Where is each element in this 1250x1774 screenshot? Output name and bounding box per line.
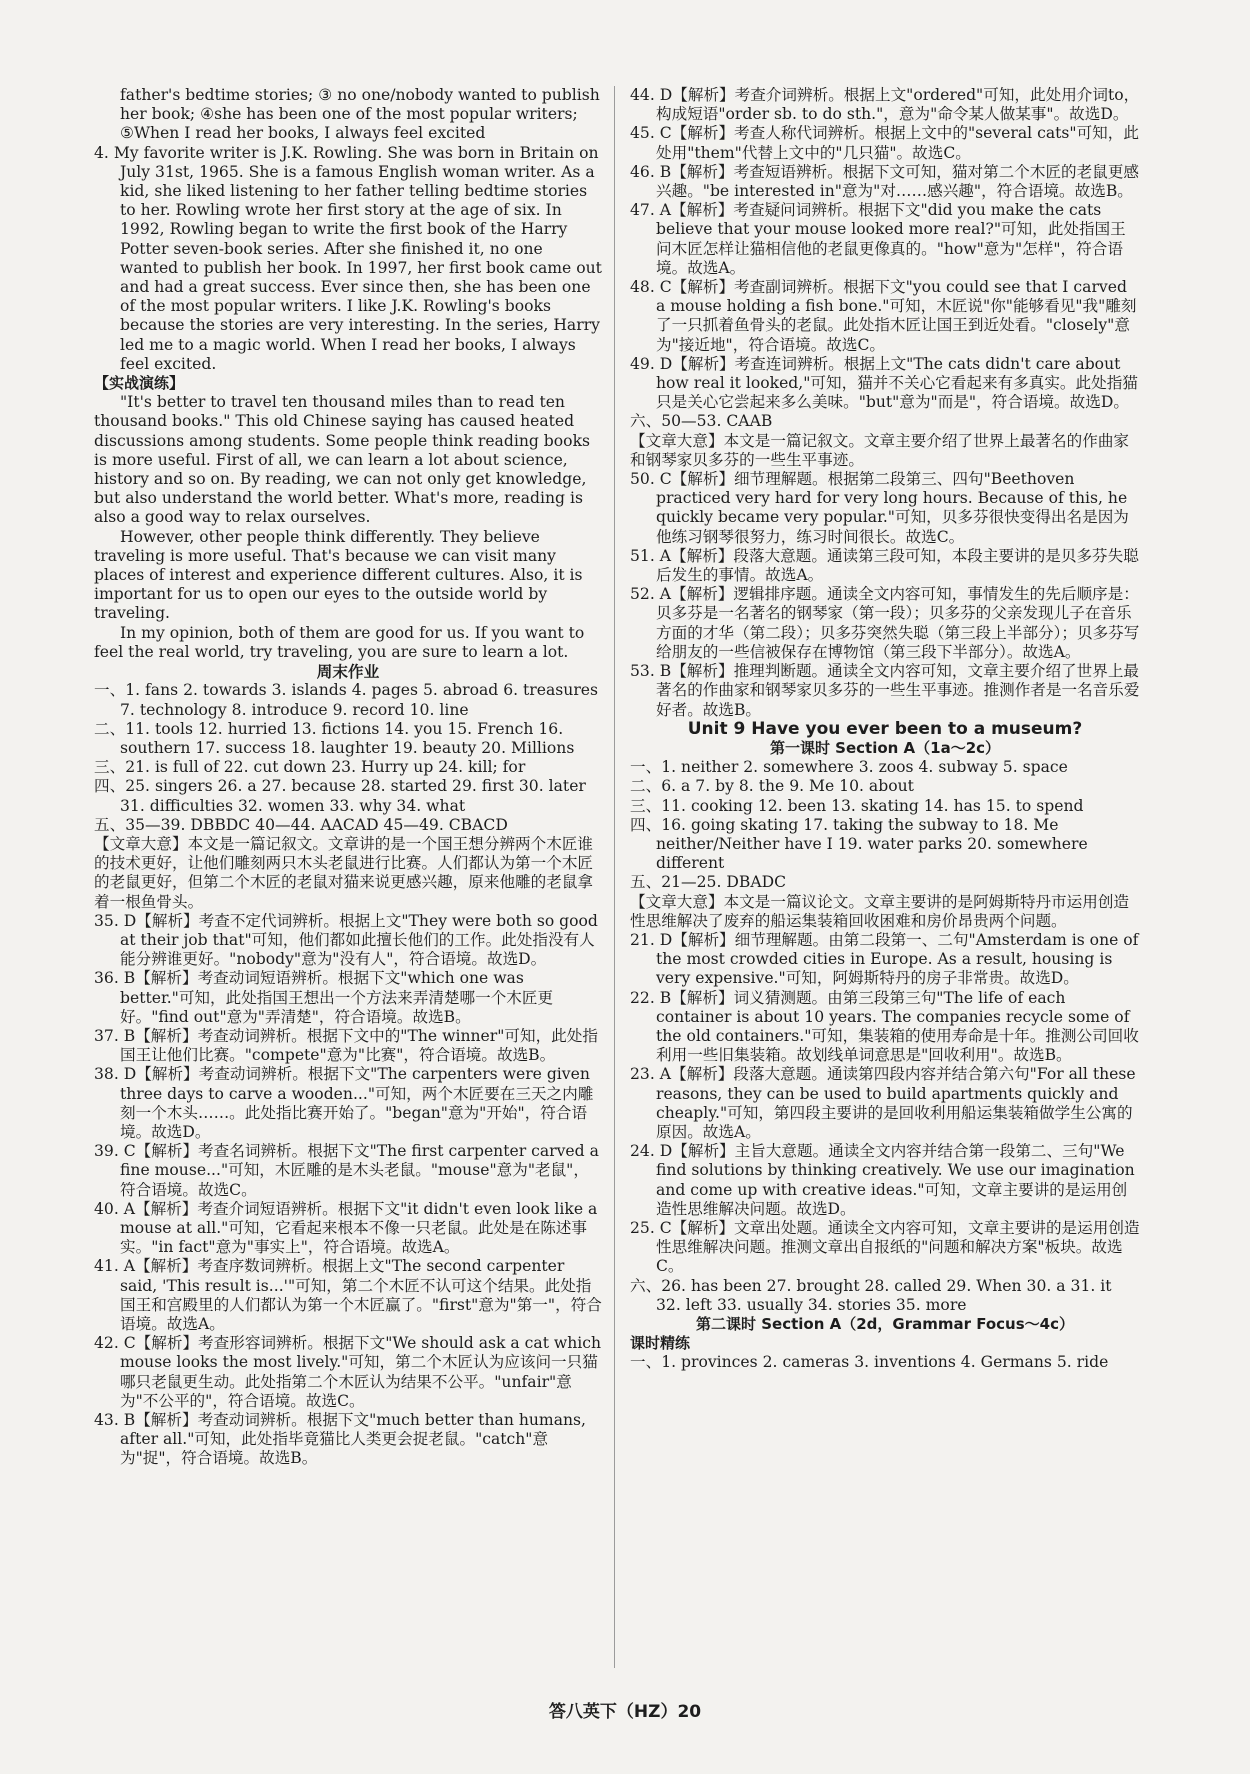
left-block: 四、25. singers 26. a 27. because 28. started 29. first 30. later 31. difficulties 32. women 33. why 34. what — [94, 777, 586, 815]
right-block: 四、16. going skating 17. taking the subway to 18. Me neither/Neither have I 19. water parks 20. somewhere different — [630, 815, 1088, 873]
right-block: 第二课时 Section A（2d，Grammar Focus～4c） — [696, 1315, 1074, 1333]
right-block: 52. A【解析】逻辑排序题。通读全文内容可知，事情发生的先后顺序是：贝多芬是一名著名的钢琴家（第一段）；贝多芬的父亲发现儿子在音乐方面的才华（第二段）；贝多芬突然失聪（第三段上半部分）；贝多芬写给朋友的一些信被保存在博物馆（第三段下半部分）。故选A。 — [630, 585, 1140, 661]
right-block: 45. C【解析】考查人称代词辨析。根据上文中的"several cats"可知，此处用"them"代替上文中的"几只猫"。故选C。 — [630, 124, 1139, 162]
left-block: father's bedtime stories; ③ no one/nobody wanted to publish her book; ④she has been one of the most popular writers; ⑤When I read her books, I always feel excited — [120, 86, 600, 143]
column-divider — [614, 86, 615, 1668]
right-block: 一、1. provinces 2. cameras 3. inventions 4. Germans 5. ride — [630, 1353, 1109, 1372]
left-block: 36. B【解析】考查动词短语辨析。根据下文"which one was better."可知，此处指国王想出一个方法来弄清楚哪一个木匠更好。"find out"意为"弄清楚"，符合语境。故选B。 — [94, 969, 554, 1026]
page-footer: 答八英下（HZ）20 — [548, 1702, 702, 1722]
right-block: 一、1. neither 2. somewhere 3. zoos 4. subway 5. space — [630, 758, 1068, 777]
right-block: 【文章大意】本文是一篇议论文。文章主要讲的是阿姆斯特丹市运用创造性思维解决了废弃的船运集装箱回收困难和房价昂贵两个问题。 — [630, 892, 1130, 930]
left-block: 43. B【解析】考查动词辨析。根据下文"much better than humans, after all."可知，此处指毕竟猫比人类更会捉老鼠。"catch"意为"捉"，符合语境。故选B。 — [94, 1411, 587, 1468]
left-block: 【文章大意】本文是一篇记叙文。文章讲的是一个国王想分辨两个木匠谁的技术更好，让他们雕刻两只木头老鼠进行比赛。人们都认为第一个木匠的老鼠更好，但第二个木匠的老鼠对猫来说更感兴趣，原来他雕的老鼠拿着一根鱼骨头。 — [94, 834, 594, 911]
left-column — [94, 86, 602, 1469]
right-block: 六、26. has been 27. brought 28. called 29. When 30. a 31. it 32. left 33. usually 34. stories 35. more — [630, 1276, 1112, 1314]
right-block: 五、21—25. DBADC — [630, 873, 787, 892]
left-block: 41. A【解析】考查序数词辨析。根据上文"The second carpenter said, 'This result is...'"可知，第二个木匠不认可这个结果。此处指国王和宫殿里的人们都认为第一个木匠赢了。"first"意为"第一"，符合语境。故选A。 — [94, 1257, 602, 1333]
right-block: 50. C【解析】细节理解题。根据第二段第三、四句"Beethoven practiced very hard for very long hours. Because of this, he quickly became very popular."可知，贝多芬很快变得出名是因为他练习钢琴很努力，练习时间很长。故选C。 — [630, 470, 1129, 546]
left-block: 38. D【解析】考查动词辨析。根据下文"The carpenters were given three days to carve a wooden..."可知，两个木匠要在三天之内雕刻一个木头……。此处指比赛开始了。"began"意为"开始"，符合语境。故选D。 — [94, 1065, 594, 1141]
left-block: 二、11. tools 12. hurried 13. fictions 14. you 15. French 16. southern 17. success 18. laughter 19. beauty 20. Millions — [94, 719, 575, 757]
right-block: 三、11. cooking 12. been 13. skating 14. has 15. to spend — [630, 796, 1084, 815]
right-block: 23. A【解析】段落大意题。通读第四段内容并结合第六句"For all these reasons, they can be used to build apartments quickly and cheaply."可知，第四段主要讲的是回收利用船运集装箱做学生公寓的原因。故选A。 — [630, 1065, 1136, 1141]
right-block: 六、50—53. CAAB — [630, 412, 773, 431]
left-block: 40. A【解析】考查介词短语辨析。根据下文"it didn't even look like a mouse at all."可知，它看起来根本不像一只老鼠。此处是在陈述事实。"in fact"意为"事实上"，符合语境。故选A。 — [94, 1199, 598, 1257]
left-block: 35. D【解析】考查不定代词辨析。根据上文"They were both so good at their job that"可知，他们都如此擅长他们的工作。此处指没有人能分辨谁更好。"nobody"意为"没有人"，符合语境。故选D。 — [94, 911, 598, 969]
right-block: 第一课时 Section A（1a～2c） — [769, 738, 1001, 757]
left-block: 42. C【解析】考查形容词辨析。根据下文"We should ask a cat which mouse looks the most lively."可知，第二个木匠认为应该问一只猫哪只老鼠更生动。此处指第二个木匠认为结果不公平。"unfair"意为"不公平的"，符合语境。故选C。 — [94, 1334, 602, 1410]
left-block: 37. B【解析】考查动词辨析。根据下文中的"The winner"可知，此处指国王让他们比赛。"compete"意为"比赛"，符合语境。故选B。 — [94, 1026, 598, 1065]
left-block: "It's better to travel ten thousand miles than to read ten thousand books." This old Chinese saying has caused heated discussions among students. Some people think reading books is more useful. First of all, we can learn a lot about science, history and so on. By reading, we can not only get knowledge, but also understand the world better. What's more, reading is also a good way to relax ourselves. — [94, 393, 591, 527]
right-block: 49. D【解析】考查连词辨析。根据上文"The cats didn't care about how real it looked,"可知，猫并不关心它看起来有多真实。此处指猫只是关心它尝起来多么美味。"but"意为"而是"，符合语境。故选D。 — [630, 354, 1138, 412]
right-block: 51. A【解析】段落大意题。通读第三段可知，本段主要讲的是贝多芬失聪后发生的事情。故选A。 — [630, 546, 1139, 585]
right-block: 二、6. a 7. by 8. the 9. Me 10. about — [630, 777, 914, 796]
left-block: 4. My favorite writer is J.K. Rowling. She was born in Britain on July 31st, 1965. She is a famous English woman writer. As a kid, she liked listening to her father telling bedtime stories to her. Rowling wrote her first story at the age of six. In 1992, Rowling began to write the first book of the Harry Potter seven-book series. After she finished it, no one wanted to publish her book. In 1997, her first book came out and had a great success. Ever since then, she has been one of the most popular writers. I like J.K. Rowling's books because the stories are very interesting. In the series, Harry led me to a magic world. When I read her books, I always feel excited. — [94, 143, 602, 373]
left-block: 五、35—39. DBBDC 40—44. AACAD 45—49. CBACD — [94, 815, 508, 834]
left-block: 【实战演练】 — [94, 374, 185, 393]
right-block: 课时精练 — [630, 1334, 691, 1353]
left-block: 三、21. is full of 22. cut down 23. Hurry up 24. kill; for — [94, 758, 526, 777]
right-block: 46. B【解析】考查短语辨析。根据下文可知，猫对第二个木匠的老鼠更感兴趣。"be interested in"意为"对……感兴趣"，符合语境。故选B。 — [630, 162, 1140, 201]
right-block: 47. A【解析】考查疑问词辨析。根据下文"did you make the cats believe that your mouse looked more real?"可知，此处指国王问木匠怎样让猫相信他的老鼠更像真的。"how"意为"怎样"，符合语境。故选A。 — [630, 201, 1126, 277]
right-block: 21. D【解析】细节理解题。由第二段第一、二句"Amsterdam is one of the most crowded cities in Europe. As a result, housing is very expensive."可知，阿姆斯特丹的房子非常贵。故选D。 — [630, 930, 1139, 988]
left-block: 39. C【解析】考查名词辨析。根据下文"The first carpenter carved a fine mouse..."可知，木匠雕的是木头老鼠。"mouse"意为"老鼠"，符合语境。故选C。 — [94, 1142, 599, 1199]
right-block: 53. B【解析】推理判断题。通读全文内容可知，文章主要介绍了世界上最著名的作曲家和钢琴家贝多芬的一些生平事迹。推测作者是一名音乐爱好者。故选B。 — [630, 662, 1140, 719]
right-block: 25. C【解析】文章出处题。通读全文内容可知，文章主要讲的是运用创造性思维解决问题。推测文章出自报纸的"问题和解决方案"板块。故选C。 — [630, 1218, 1140, 1276]
right-block: 【文章大意】本文是一篇记叙文。文章主要介绍了世界上最著名的作曲家和钢琴家贝多芬的一些生平事迹。 — [630, 431, 1130, 469]
left-block: 周末作业 — [316, 662, 380, 682]
right-block: 24. D【解析】主旨大意题。通读全文内容并结合第一段第二、三句"We find solutions by thinking creatively. We use our imagination and come up with creative ideas."可知，文章主要讲的是运用创造性思维解决问题。故选D。 — [630, 1142, 1135, 1218]
right-column — [630, 86, 1140, 1373]
right-block: 44. D【解析】考查介词辨析。根据上文"ordered"可知，此处用介词to，构成短语"order sb. to do sth."，意为"命令某人做某事"。故选D。 — [630, 86, 1140, 124]
left-block: However, other people think differently. They believe traveling is more useful. That's because we can visit many places of interest and experience different cultures. Also, it is important for us to open our eyes to the outside world by traveling. — [94, 527, 583, 623]
left-block: In my opinion, both of them are good for us. If you want to feel the real world, try traveling, you are sure to learn a lot. — [94, 623, 585, 661]
right-block: Unit 9 Have you ever been to a museum? — [687, 718, 1083, 739]
right-block: 22. B【解析】词义猜测题。由第三段第三句"The life of each container is about 10 years. The companies recycle some of the old containers."可知，集装箱的使用寿命是十年。推测公司回收利用一些旧集装箱。故划线单词意思是"回收利用"。故选B。 — [630, 988, 1139, 1065]
left-block: 一、1. fans 2. towards 3. islands 4. pages 5. abroad 6. treasures 7. technology 8. introduce 9. record 10. line — [94, 681, 599, 719]
right-block: 48. C【解析】考查副词辨析。根据下文"you could see that I carved a mouse holding a fish bone."可知，木匠说"你"能够看见"我"雕刻了一只抓着鱼骨头的老鼠。此处指木匠让国王到近处看。"closely"意为"接近地"，符合语境。故选C。 — [630, 278, 1137, 354]
